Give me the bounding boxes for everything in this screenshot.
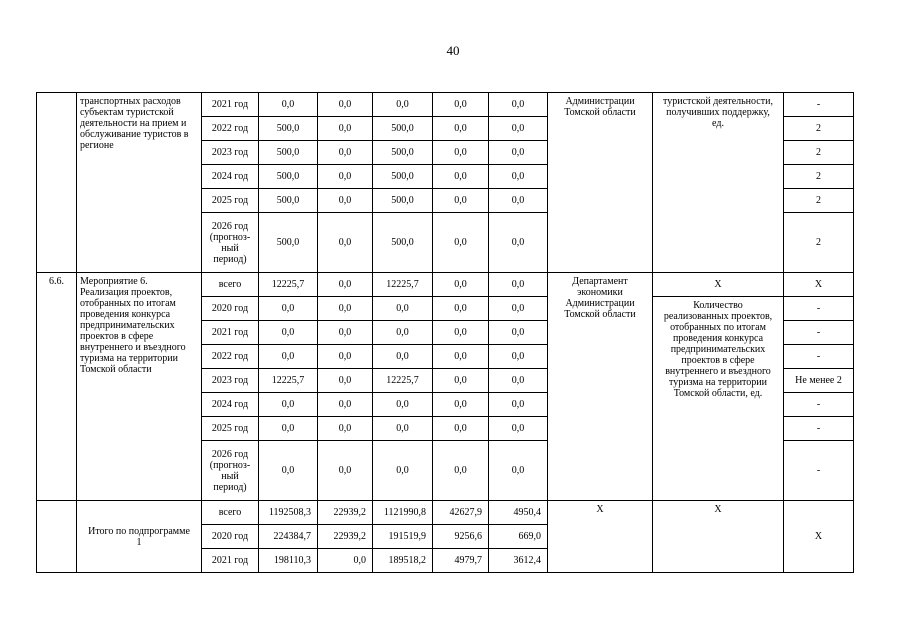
value-cell: 0,0 (318, 165, 373, 189)
value-cell: 0,0 (489, 165, 548, 189)
value-cell: 0,0 (318, 117, 373, 141)
year-cell: 2024 год (202, 393, 259, 417)
value-cell: 0,0 (373, 321, 433, 345)
value-cell: 0,0 (259, 345, 318, 369)
event-name-cell: Итого по подпрограмме 1 (77, 501, 202, 573)
value-cell: 0,0 (318, 273, 373, 297)
value-cell: 0,0 (433, 93, 489, 117)
value-cell: 0,0 (433, 393, 489, 417)
value-cell: 0,0 (489, 417, 548, 441)
value-cell: 500,0 (259, 117, 318, 141)
value-cell: 500,0 (373, 189, 433, 213)
year-cell: 2023 год (202, 141, 259, 165)
value-cell: 500,0 (373, 141, 433, 165)
target-cell: Х (784, 273, 854, 297)
target-cell: 2 (784, 141, 854, 165)
table-row (37, 273, 854, 297)
value-cell: 500,0 (259, 165, 318, 189)
target-cell: - (784, 297, 854, 321)
value-cell: 0,0 (373, 417, 433, 441)
value-cell: 0,0 (318, 369, 373, 393)
event-name-cell: Мероприятие 6. Реализация проектов, отобранных по итогам проведения конкурса предпринимательских проектов в сфере внутреннего и въездного туризма на территории Томской области (77, 273, 202, 501)
value-cell: 0,0 (373, 393, 433, 417)
value-cell: 42627,9 (433, 501, 489, 525)
value-cell: 0,0 (489, 117, 548, 141)
target-cell: 2 (784, 165, 854, 189)
value-cell: 500,0 (259, 141, 318, 165)
row-number-cell: 6.6. (37, 273, 77, 501)
year-cell: всего (202, 273, 259, 297)
indicator-cell: Х (653, 273, 784, 297)
value-cell: 224384,7 (259, 525, 318, 549)
row-number-cell (37, 93, 77, 273)
year-cell: 2023 год (202, 369, 259, 393)
value-cell: 500,0 (259, 213, 318, 273)
target-cell: Х (784, 501, 854, 573)
value-cell: 0,0 (433, 213, 489, 273)
value-cell: 500,0 (259, 189, 318, 213)
value-cell: 500,0 (373, 117, 433, 141)
value-cell: 0,0 (318, 321, 373, 345)
year-cell: 2025 год (202, 417, 259, 441)
value-cell: 0,0 (373, 297, 433, 321)
indicator-cell: туристской деятельности, получивших поддержку, ед. (653, 93, 784, 273)
value-cell: 0,0 (318, 297, 373, 321)
target-cell: - (784, 393, 854, 417)
value-cell: 0,0 (373, 441, 433, 501)
value-cell: 0,0 (318, 345, 373, 369)
value-cell: 0,0 (373, 345, 433, 369)
page-number: 40 (446, 43, 460, 58)
value-cell: 0,0 (489, 189, 548, 213)
value-cell: 12225,7 (373, 273, 433, 297)
value-cell: 0,0 (259, 441, 318, 501)
target-cell: - (784, 93, 854, 117)
year-cell: 2020 год (202, 297, 259, 321)
value-cell: 0,0 (489, 297, 548, 321)
year-cell: 2024 год (202, 165, 259, 189)
value-cell: 0,0 (433, 141, 489, 165)
value-cell: 0,0 (489, 141, 548, 165)
value-cell: 22939,2 (318, 525, 373, 549)
value-cell: 4950,4 (489, 501, 548, 525)
value-cell: 0,0 (259, 417, 318, 441)
value-cell: 12225,7 (259, 369, 318, 393)
indicator-cell: Количество реализованных проектов, отобранных по итогам проведения конкурса предпринимательских проектов в сфере внутреннего и въездного туризма на территории Томской области, ед. (653, 297, 784, 501)
value-cell: 0,0 (318, 189, 373, 213)
value-cell: 0,0 (373, 93, 433, 117)
value-cell: 0,0 (318, 213, 373, 273)
indicator-cell: Х (653, 501, 784, 573)
value-cell: 1192508,3 (259, 501, 318, 525)
value-cell: 0,0 (318, 441, 373, 501)
value-cell: 500,0 (373, 165, 433, 189)
value-cell: 0,0 (259, 93, 318, 117)
value-cell: 189518,2 (373, 549, 433, 573)
year-cell: 2022 год (202, 345, 259, 369)
year-cell: 2021 год (202, 93, 259, 117)
value-cell: 0,0 (318, 549, 373, 573)
value-cell: 669,0 (489, 525, 548, 549)
executor-cell: Администрации Томской области (548, 93, 653, 273)
value-cell: 0,0 (489, 213, 548, 273)
value-cell: 1121990,8 (373, 501, 433, 525)
value-cell: 0,0 (489, 273, 548, 297)
value-cell: 0,0 (433, 345, 489, 369)
value-cell: 0,0 (489, 321, 548, 345)
value-cell: 191519,9 (373, 525, 433, 549)
value-cell: 0,0 (318, 393, 373, 417)
target-cell: - (784, 417, 854, 441)
year-cell: 2021 год (202, 549, 259, 573)
value-cell: 3612,4 (489, 549, 548, 573)
value-cell: 0,0 (433, 117, 489, 141)
executor-cell: Х (548, 501, 653, 573)
value-cell: 9256,6 (433, 525, 489, 549)
target-cell: - (784, 345, 854, 369)
value-cell: 0,0 (433, 441, 489, 501)
target-cell: - (784, 441, 854, 501)
event-name-cell: транспортных расходов субъектам туристской деятельности на прием и обслуживание туристов в регионе (77, 93, 202, 273)
year-cell: 2026 год (прогноз- ный период) (202, 441, 259, 501)
value-cell: 500,0 (373, 213, 433, 273)
value-cell: 0,0 (259, 297, 318, 321)
value-cell: 22939,2 (318, 501, 373, 525)
target-cell: Не менее 2 (784, 369, 854, 393)
value-cell: 4979,7 (433, 549, 489, 573)
value-cell: 0,0 (433, 273, 489, 297)
value-cell: 0,0 (433, 417, 489, 441)
year-cell: 2020 год (202, 525, 259, 549)
value-cell: 12225,7 (259, 273, 318, 297)
executor-cell: Департамент экономики Администрации Томской области (548, 273, 653, 501)
value-cell: 0,0 (259, 393, 318, 417)
year-cell: 2026 год (прогноз- ный период) (202, 213, 259, 273)
value-cell: 0,0 (259, 321, 318, 345)
target-cell: 2 (784, 117, 854, 141)
value-cell: 0,0 (318, 93, 373, 117)
row-number-cell (37, 501, 77, 573)
target-cell: 2 (784, 213, 854, 273)
value-cell: 0,0 (489, 369, 548, 393)
year-cell: 2025 год (202, 189, 259, 213)
subprogram-table (36, 92, 854, 573)
table-row (37, 501, 854, 525)
value-cell: 0,0 (433, 297, 489, 321)
value-cell: 198110,3 (259, 549, 318, 573)
year-cell: 2021 год (202, 321, 259, 345)
value-cell: 0,0 (489, 393, 548, 417)
value-cell: 0,0 (433, 369, 489, 393)
value-cell: 0,0 (433, 165, 489, 189)
value-cell: 0,0 (433, 321, 489, 345)
value-cell: 0,0 (318, 141, 373, 165)
value-cell: 0,0 (489, 93, 548, 117)
target-cell: - (784, 321, 854, 345)
value-cell: 0,0 (433, 189, 489, 213)
table-row (37, 93, 854, 117)
year-cell: 2022 год (202, 117, 259, 141)
value-cell: 12225,7 (373, 369, 433, 393)
target-cell: 2 (784, 189, 854, 213)
year-cell: всего (202, 501, 259, 525)
value-cell: 0,0 (489, 441, 548, 501)
value-cell: 0,0 (489, 345, 548, 369)
value-cell: 0,0 (318, 417, 373, 441)
